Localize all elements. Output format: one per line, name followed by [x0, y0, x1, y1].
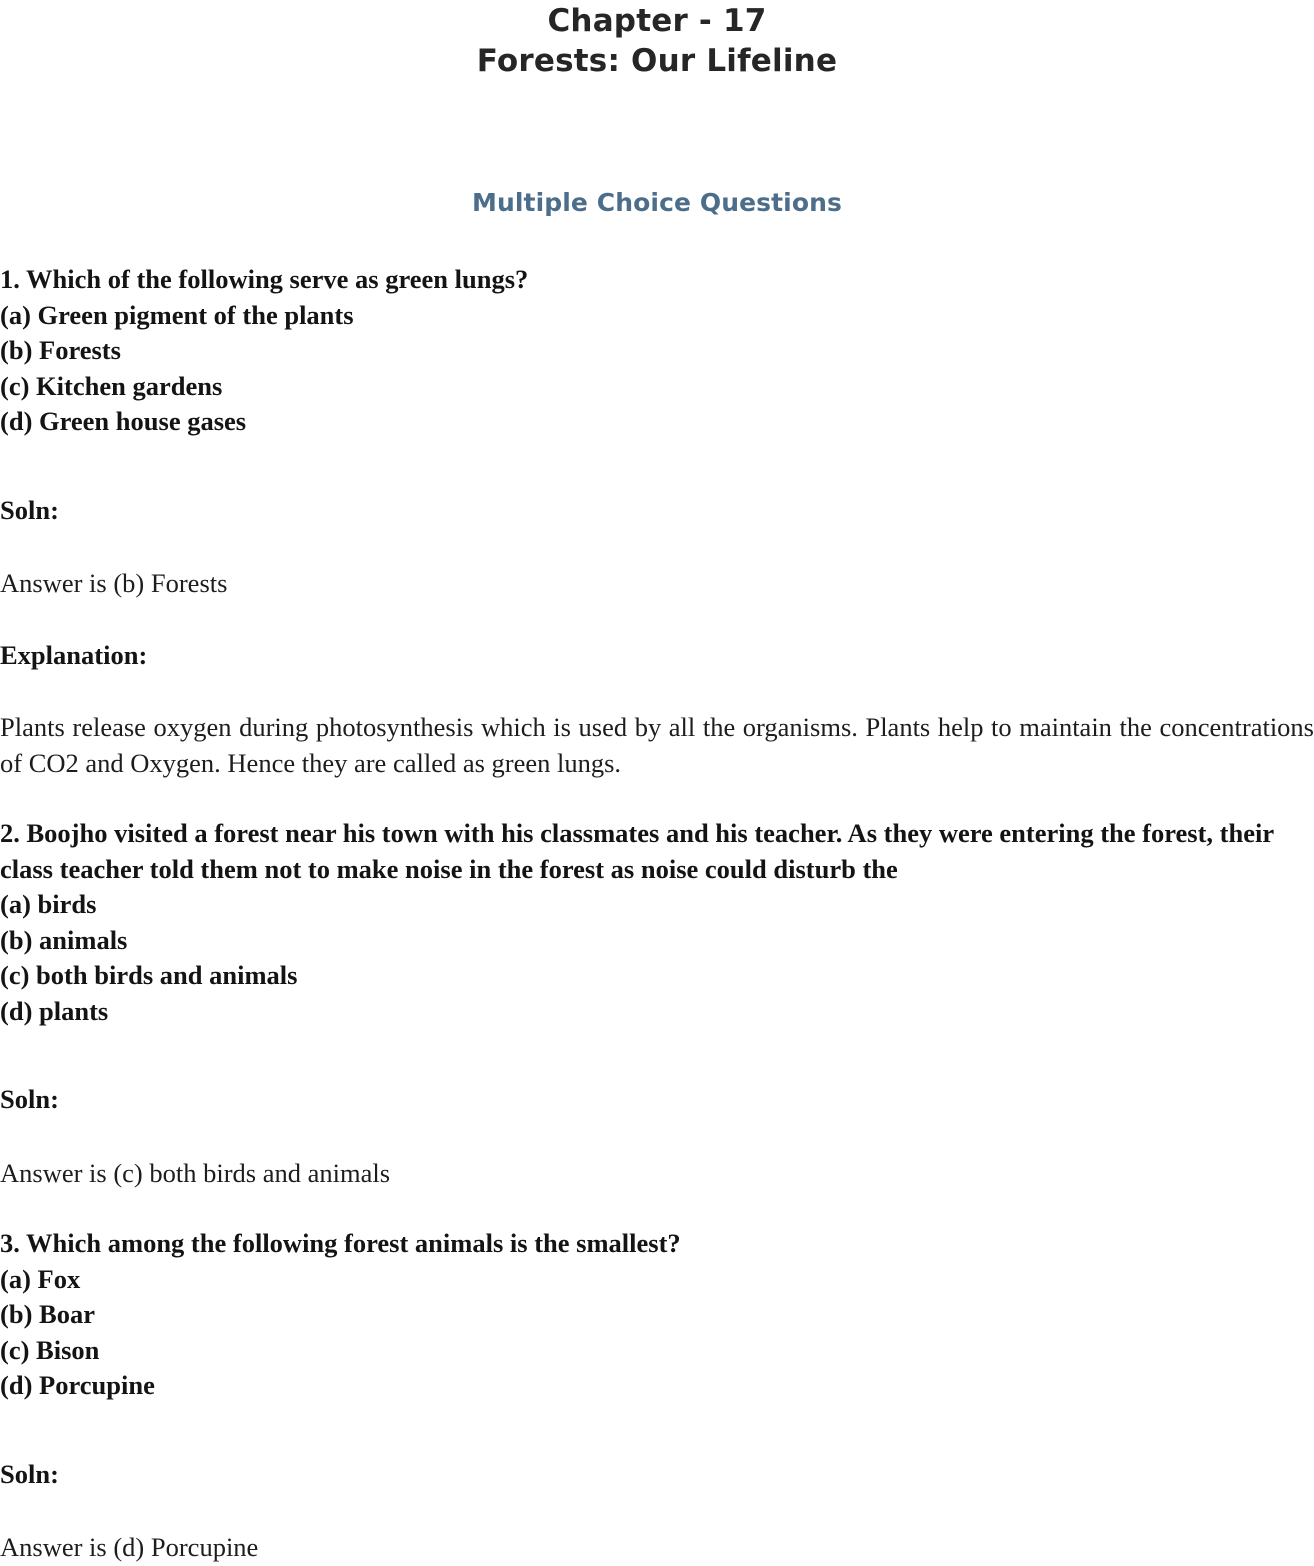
question-3-option-d: (d) Porcupine	[0, 1370, 155, 1400]
spacer	[0, 1118, 1314, 1156]
spacer	[0, 1029, 1314, 1082]
chapter-name-line: Forests: Our Lifeline	[476, 43, 838, 79]
question-3-option-c: (c) Bison	[0, 1334, 100, 1365]
question-2-option-c: (c) both birds and animals	[0, 960, 298, 990]
spacer	[0, 781, 1314, 816]
page-title	[0, 0, 1314, 81]
question-1-option-c: (c) Kitchen gardens	[0, 370, 223, 401]
question-2-text: 2. Boojho visited a forest near his town with his classmates and his teacher. As they were entering the forest, their class teacher told them not to make noise in the forest as noise could disturb the	[0, 818, 1274, 884]
question-2-option-a: (a) birds	[0, 889, 97, 919]
question-1-text: 1. Which of the following serve as green lungs?	[0, 264, 529, 294]
spacer	[0, 528, 1314, 566]
question-3-soln-label: Soln:	[0, 1458, 59, 1489]
spacer	[0, 602, 1314, 638]
question-block-3	[0, 1226, 1314, 1566]
questions-container	[0, 262, 1314, 1566]
question-1-explanation-label: Explanation:	[0, 639, 148, 670]
question-3-answer: Answer is (d) Porcupine	[0, 1532, 259, 1562]
question-2-option-b: (b) animals	[0, 924, 128, 955]
question-1-option-b: (b) Forests	[0, 335, 121, 365]
question-1-explanation-text: Plants release oxygen during photosynthesis which is used by all the organisms. Plants help to maintain the concentrations of CO2 and Oxygen. Hence they are called as green lungs.	[0, 712, 1314, 778]
spacer	[0, 1492, 1314, 1530]
question-1-option-a: (a) Green pigment of the plants	[0, 299, 354, 330]
question-3-option-a: (a) Fox	[0, 1263, 81, 1294]
spacer	[0, 673, 1314, 710]
spacer	[0, 1404, 1314, 1457]
question-2-answer: Answer is (c) both birds and animals	[0, 1157, 391, 1188]
question-2-soln-label: Soln:	[0, 1084, 59, 1114]
section-heading-mcq: Multiple Choice Questions	[471, 188, 843, 217]
chapter-number-line: Chapter - 17	[547, 3, 767, 39]
question-1-option-d: (d) Green house gases	[0, 406, 247, 436]
question-3-option-b: (b) Boar	[0, 1299, 95, 1329]
question-1-answer: Answer is (b) Forests	[0, 568, 228, 598]
question-1-soln-label: Soln:	[0, 494, 59, 525]
question-3-text: 3. Which among the following forest animals is the smallest?	[0, 1228, 681, 1258]
question-block-2	[0, 816, 1314, 1191]
question-2-option-d: (d) plants	[0, 995, 109, 1026]
spacer	[0, 1191, 1314, 1226]
spacer	[0, 440, 1314, 493]
question-block-1	[0, 262, 1314, 781]
